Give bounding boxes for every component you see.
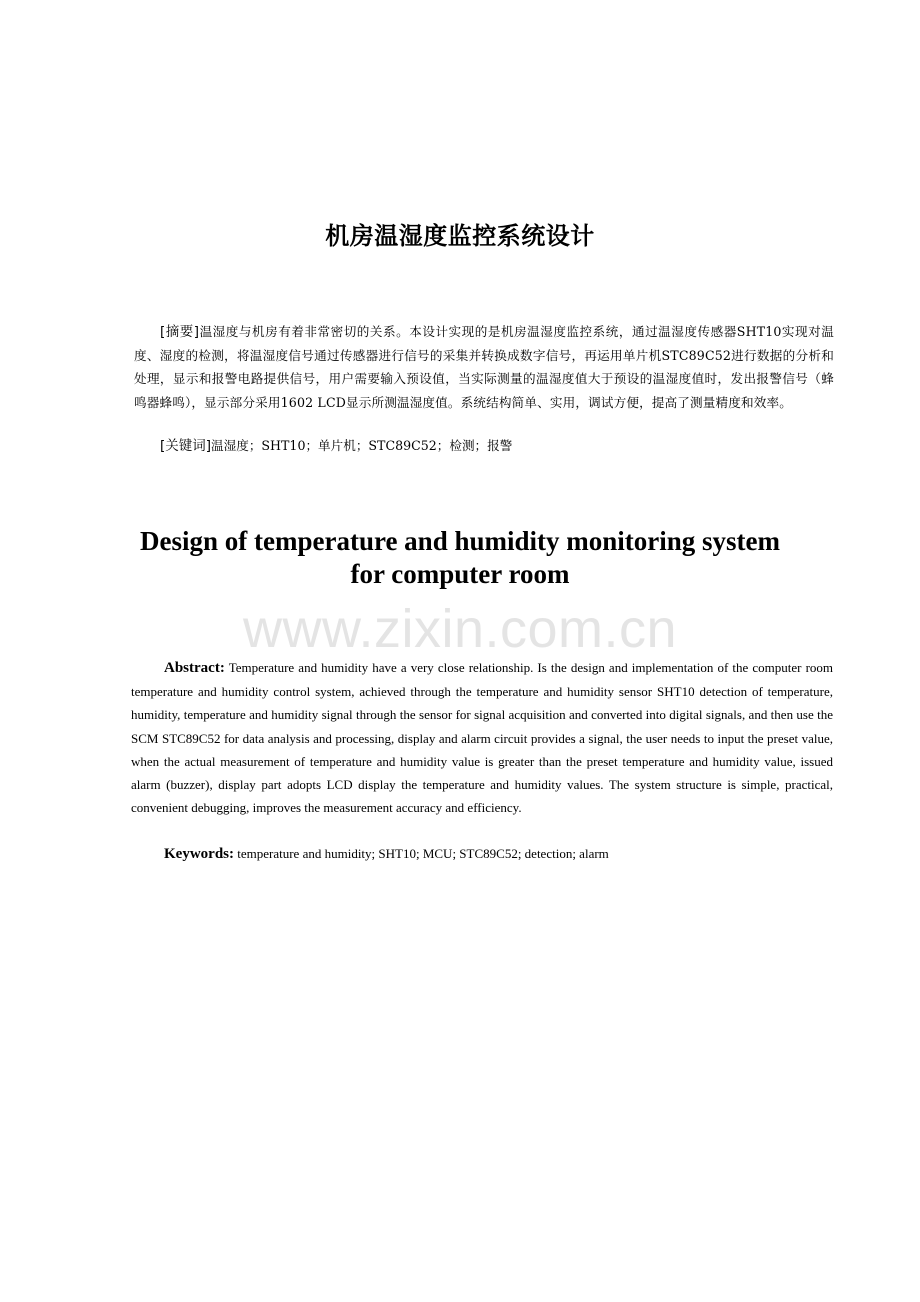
english-title <box>0 525 920 591</box>
english-abstract-text: Temperature and humidity have a very close relationship. Is the design and implementation of the computer room temperature and humidity control system, achieved through the temperature and humidity sensor SHT10 detection of temperature, humidity, temperature and humidity signal through the sensor for signal acquisition and converted into digital signals, and then use the SCM STC89C52 for data analysis and processing, display and alarm circuit provides a signal, the user needs to input the preset value, when the actual measurement of temperature and humidity value is greater than the preset temperature and humidity value, issued alarm (buzzer), display part adopts LCD display the temperature and humidity values. The system structure is simple, practical, convenient debugging, improves the measurement accuracy and efficiency. <box>131 660 834 816</box>
english-title-line-2: for computer room <box>350 559 570 589</box>
chinese-abstract-text: 温湿度与机房有着非常密切的关系。本设计实现的是机房温湿度监控系统，通过温湿度传感器SHT10实现对温度、湿度的检测，将温湿度信号通过传感器进行信号的采集并转换成数字信号，再运用单片机STC89C52进行数据的分析和处理，显示和报警电路提供信号，用户需要输入预设值，当实际测量的温湿度值大于预设的温湿度值时，发出报警信号（蜂鸣器蜂鸣），显示部分采用1602 LCD显示所测温湿度值。系统结构简单、实用，调试方便，提高了测量精度和效率。 <box>134 324 834 410</box>
english-keywords <box>131 842 833 866</box>
chinese-abstract <box>134 320 834 414</box>
english-keywords-text: temperature and humidity; SHT10; MCU; STC89C52; detection; alarm <box>237 846 609 861</box>
chinese-keywords <box>134 434 834 458</box>
watermark: www.zixin.com.cn <box>242 599 678 659</box>
chinese-title: 机房温湿度监控系统设计 <box>325 222 595 250</box>
chinese-abstract-label: [摘要] <box>160 324 200 340</box>
english-title-line-1: Design of temperature and humidity monitoring system <box>140 526 780 556</box>
english-abstract <box>131 656 833 819</box>
english-keywords-label: Keywords: <box>164 846 234 862</box>
chinese-keywords-text: 温湿度；SHT10；单片机；STC89C52；检测；报警 <box>211 438 513 453</box>
english-abstract-label: Abstract: <box>164 660 225 676</box>
chinese-keywords-label: [关键词] <box>160 438 212 454</box>
